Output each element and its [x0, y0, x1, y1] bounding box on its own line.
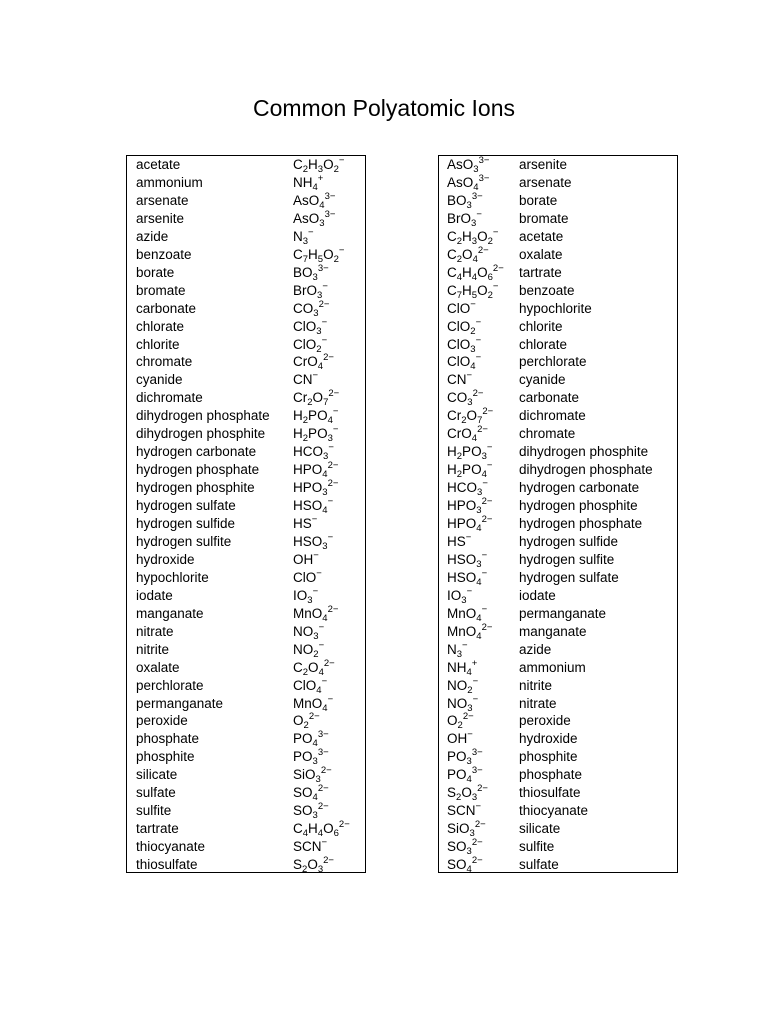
ion-formula: AsO$_4^{3-}$ — [447, 172, 490, 193]
ion-row — [439, 282, 677, 300]
ion-formula: AsO$_3^{3-}$ — [293, 208, 336, 229]
ion-name: permanganate — [136, 695, 224, 711]
ion-formula: $HPO_4^{2-}$ — [293, 460, 339, 481]
ion-formula: OH− — [447, 729, 473, 747]
ion-formula: $NO_2^-$ — [447, 675, 479, 696]
ion-name: chlorite — [519, 318, 563, 334]
ion-formula: $SO_3^{2-}$ — [447, 837, 483, 858]
ion-name: nitrate — [136, 623, 174, 639]
ion-name: tartrate — [519, 264, 562, 280]
ion-formula: $IO_3^-$ — [293, 585, 319, 606]
ion-row — [127, 228, 365, 246]
ion-row — [439, 407, 677, 425]
ion-name: azide — [136, 228, 169, 244]
ion-formula: $H_2PO_3^-$ — [293, 424, 339, 445]
ion-row — [439, 264, 677, 282]
ion-row — [439, 228, 677, 246]
ion-row — [439, 623, 677, 641]
ion-row — [127, 551, 365, 569]
ion-name: hydroxide — [136, 551, 195, 567]
ion-row — [439, 766, 677, 784]
ion-row — [127, 784, 365, 802]
ion-row — [439, 353, 677, 371]
ion-row — [439, 156, 677, 174]
ion-row — [127, 712, 365, 730]
ion-row — [127, 300, 365, 318]
ion-formula: $BO_3^{3-}$ — [293, 262, 329, 283]
ion-name: tartrate — [136, 821, 179, 837]
ion-formula: $IO_3^-$ — [447, 585, 473, 606]
ion-name: dichromate — [519, 408, 586, 424]
ion-name: chromate — [136, 354, 193, 370]
ion-row — [439, 389, 677, 407]
ion-row — [127, 748, 365, 766]
ion-formula: $N_3^-$ — [293, 226, 314, 247]
ion-name: phosphate — [136, 731, 200, 747]
ion-row — [127, 282, 365, 300]
ion-row — [127, 838, 365, 856]
ion-name: hydrogen sulfide — [136, 516, 236, 531]
ion-name: sulfate — [519, 857, 559, 873]
ion-name: oxalate — [136, 659, 180, 675]
ion-name: sulfite — [136, 803, 172, 819]
ion-name: thiosulfate — [519, 785, 581, 801]
ion-row — [127, 246, 365, 264]
ion-row — [439, 587, 677, 605]
ion-formula: $Cr_2O_7^{2-}$ — [447, 406, 494, 427]
ion-name: acetate — [136, 157, 181, 172]
ion-row — [127, 659, 365, 677]
ion-row — [127, 156, 365, 174]
ion-name: benzoate — [519, 282, 575, 298]
ion-formula: SiO$_3^{2-}$ — [293, 765, 332, 786]
ion-formula: $O_2^{2-}$ — [293, 711, 320, 732]
ion-formula: BrO$_3$− — [293, 280, 328, 301]
ion-formula: $CO_3^{2-}$ — [447, 388, 484, 409]
ion-row — [127, 425, 365, 443]
ion-row — [439, 784, 677, 802]
ion-row — [127, 389, 365, 407]
ion-name: phosphate — [519, 767, 583, 783]
ion-row — [439, 210, 677, 228]
ion-formula: $O_2^{2-}$ — [447, 711, 474, 732]
ion-row — [439, 192, 677, 210]
ion-formula: $HSO_4^-$ — [293, 496, 334, 517]
ion-row — [439, 371, 677, 389]
ion-name: hydrogen sulfate — [519, 569, 619, 585]
ion-row — [439, 174, 677, 192]
ion-name: carbonate — [136, 300, 197, 316]
ion-row — [127, 730, 365, 748]
ion-name: perchlorate — [136, 677, 204, 693]
ion-row — [127, 174, 365, 192]
ion-formula: $Cr_2O_7^{2-}$ — [293, 388, 340, 409]
ion-name: phosphite — [136, 749, 195, 765]
ion-row — [127, 264, 365, 282]
ion-formula: $SO_3^{2-}$ — [293, 801, 329, 822]
ion-formula: $H_2PO_4^-$ — [293, 406, 339, 427]
ion-name: manganate — [519, 623, 587, 639]
ion-row — [439, 515, 677, 533]
ion-row — [439, 300, 677, 318]
ion-name: arsenate — [136, 192, 189, 208]
ion-row — [127, 210, 365, 228]
ion-row — [439, 318, 677, 336]
ion-row — [127, 802, 365, 820]
ion-formula: $H_2PO_3^-$ — [447, 442, 493, 463]
ion-row — [439, 497, 677, 515]
ion-name: nitrite — [136, 641, 170, 657]
ion-name: iodate — [136, 587, 173, 603]
ion-formula: $PO_3^{3-}$ — [447, 747, 483, 768]
ion-name: nitrate — [519, 695, 557, 711]
ion-name: bromate — [519, 210, 569, 226]
ion-formula: ClO$_2$− — [293, 334, 328, 355]
ion-row — [439, 856, 677, 874]
ion-formula: ClO$_4$− — [293, 675, 328, 696]
ion-row — [127, 443, 365, 461]
ion-row — [127, 641, 365, 659]
ion-row — [439, 551, 677, 569]
ion-name: dihydrogen phosphite — [519, 444, 649, 460]
ion-formula: $PO_3^{3-}$ — [293, 747, 329, 768]
ion-row — [127, 856, 365, 874]
ion-formula: MnO$_4^{2-}$ — [447, 621, 493, 642]
ion-name: borate — [519, 192, 558, 208]
ion-name: nitrite — [519, 677, 553, 693]
ion-name: hydrogen sulfide — [519, 533, 619, 549]
ion-name: arsenite — [519, 157, 568, 172]
page-title: Common Polyatomic Ions — [252, 95, 516, 121]
ion-table-by-formula — [438, 155, 678, 876]
ion-name: chlorate — [136, 318, 185, 334]
ion-name: hydrogen sulfite — [519, 551, 615, 567]
ion-row — [127, 766, 365, 784]
ion-name: silicate — [136, 767, 178, 783]
ion-name: oxalate — [519, 246, 563, 262]
ion-formula: BrO$_3$− — [447, 208, 482, 229]
ion-formula: CN− — [293, 370, 319, 388]
ion-formula: $HPO_4^{2-}$ — [447, 514, 493, 534]
ion-formula: $HSO_3^-$ — [293, 531, 334, 552]
ion-formula: ClO− — [447, 298, 476, 316]
ion-name: sulfate — [136, 785, 176, 801]
ion-name: hydrogen carbonate — [136, 444, 257, 460]
ion-formula: CrO$_4^{2-}$ — [293, 352, 334, 373]
ion-formula: SiO$_3^{2-}$ — [447, 819, 486, 840]
ion-formula: $C_7H_5O_2^-$ — [293, 244, 345, 265]
ion-row — [439, 336, 677, 354]
ion-name: carbonate — [519, 390, 580, 406]
ion-row — [127, 533, 365, 551]
ion-formula: MnO$_4$− — [447, 603, 488, 624]
ion-name: permanganate — [519, 605, 607, 621]
ion-row — [127, 371, 365, 389]
ion-row — [127, 569, 365, 587]
ion-formula: ClO$_4$− — [447, 352, 482, 373]
ion-formula: $PO_4^{3-}$ — [293, 729, 329, 750]
ion-name: acetate — [519, 228, 564, 244]
ion-formula: SCN− — [293, 837, 328, 855]
ion-name: thiosulfate — [136, 857, 198, 873]
ion-row — [439, 730, 677, 748]
ion-name: peroxide — [136, 713, 188, 729]
ion-formula: $CO_3^{2-}$ — [293, 298, 330, 319]
ion-row — [439, 605, 677, 623]
ion-formula: $NO_3^-$ — [293, 621, 325, 642]
ion-name: ammonium — [136, 174, 203, 190]
ion-name: thiocyanate — [136, 839, 206, 855]
ion-name: bromate — [136, 282, 186, 298]
ion-row — [127, 192, 365, 210]
ion-formula: $S_2O_3^{2-}$ — [447, 783, 488, 804]
ion-formula: AsO$_3^{3-}$ — [447, 155, 490, 175]
ion-name: peroxide — [519, 713, 571, 729]
ion-formula: $C_4H_4O_6^{2-}$ — [293, 819, 350, 840]
ion-formula: $NO_2^-$ — [293, 639, 325, 660]
ion-formula: $HPO_3^{2-}$ — [447, 496, 493, 517]
ion-row — [439, 425, 677, 443]
ion-row — [439, 712, 677, 730]
ion-name: dihydrogen phosphate — [136, 408, 270, 424]
ion-name: chromate — [519, 426, 576, 442]
ion-formula: $C_4H_4O_6^{2-}$ — [447, 262, 504, 283]
ion-name: ammonium — [519, 659, 586, 675]
ion-row — [127, 605, 365, 623]
ion-name: sulfite — [519, 839, 555, 855]
ion-formula: CN− — [447, 370, 473, 388]
ion-row — [127, 515, 365, 533]
ion-row — [127, 497, 365, 515]
ion-name: chlorite — [136, 336, 180, 352]
ion-name: dihydrogen phosphate — [519, 462, 653, 478]
ion-name: iodate — [519, 587, 556, 603]
ion-formula: HS− — [293, 514, 318, 531]
ion-row — [127, 623, 365, 641]
ion-row — [439, 748, 677, 766]
ion-name: phosphite — [519, 749, 578, 765]
ion-formula: $S_2O_3^{2-}$ — [293, 855, 334, 876]
ion-name: hydrogen phosphate — [136, 462, 260, 478]
ion-formula: $C_2O_4^{2-}$ — [293, 657, 335, 678]
ion-name: hydrogen carbonate — [519, 480, 640, 496]
ion-name: arsenite — [136, 210, 185, 226]
ion-row — [127, 677, 365, 695]
ion-row — [439, 569, 677, 587]
ion-name: silicate — [519, 821, 561, 837]
ion-name: dichromate — [136, 390, 203, 406]
ion-name: azide — [519, 641, 552, 657]
ion-formula: ClO$_3$− — [293, 316, 328, 337]
ion-name: perchlorate — [519, 354, 587, 370]
ion-formula: $NO_3^-$ — [447, 693, 479, 714]
ion-formula: $N_3^-$ — [447, 639, 468, 660]
ion-name: cyanide — [519, 372, 566, 388]
ion-row — [127, 318, 365, 336]
ion-formula: ClO$_2$− — [447, 316, 482, 337]
ion-row — [439, 533, 677, 551]
ion-name: chlorate — [519, 336, 568, 352]
ion-formula: $BO_3^{3-}$ — [447, 190, 483, 211]
ion-row — [439, 677, 677, 695]
ion-name: cyanide — [136, 372, 183, 388]
ion-row — [439, 246, 677, 264]
ion-name: hypochlorite — [519, 300, 592, 316]
ion-formula: $HSO_3^-$ — [447, 549, 488, 570]
ion-row — [439, 695, 677, 713]
ion-formula: $HSO_4^-$ — [447, 567, 488, 588]
ion-formula: $HCO_3^-$ — [293, 442, 334, 463]
ion-row — [127, 407, 365, 425]
ion-formula: ClO− — [293, 567, 322, 585]
ion-formula: OH− — [293, 549, 319, 567]
ion-row — [439, 820, 677, 838]
ion-formula: $PO_4^{3-}$ — [447, 765, 483, 786]
ion-name: hydrogen phosphate — [519, 516, 643, 531]
ion-table-by-name — [126, 155, 366, 876]
ion-row — [127, 587, 365, 605]
ion-formula: $NH_4^+$ — [447, 657, 478, 678]
ion-formula: MnO$_4^{2-}$ — [293, 603, 339, 624]
ion-name: arsenate — [519, 174, 572, 190]
ion-name: hydrogen sulfate — [136, 498, 236, 514]
ion-formula: CrO$_4^{2-}$ — [447, 424, 488, 445]
ion-formula: $HCO_3^-$ — [447, 478, 488, 499]
ion-row — [127, 336, 365, 354]
ion-row — [439, 641, 677, 659]
ion-name: manganate — [136, 605, 204, 621]
ion-formula: $SO_4^{2-}$ — [447, 855, 483, 876]
ion-formula: SCN− — [447, 801, 482, 819]
ion-row — [127, 479, 365, 497]
ion-formula: HS− — [447, 531, 472, 549]
ion-row — [439, 443, 677, 461]
ion-row — [127, 353, 365, 371]
ion-name: hydrogen phosphite — [136, 480, 255, 496]
ion-formula: $C_7H_5O_2^-$ — [447, 280, 499, 301]
ion-name: hypochlorite — [136, 569, 209, 585]
ion-formula: $C_2O_4^{2-}$ — [447, 244, 489, 265]
ion-formula: ClO$_3$− — [447, 334, 482, 355]
ion-formula: $SO_4^{2-}$ — [293, 783, 329, 804]
ion-name: hydroxide — [519, 731, 578, 747]
ion-name: thiocyanate — [519, 803, 589, 819]
ion-formula: $H_2PO_4^-$ — [447, 460, 493, 481]
ion-formula: AsO$_4^{3-}$ — [293, 190, 336, 211]
ion-formula: $C_2H_3O_2^-$ — [447, 226, 499, 247]
ion-row — [127, 461, 365, 479]
ion-formula: MnO$_4$− — [293, 693, 334, 714]
ion-name: hydrogen phosphite — [519, 498, 638, 514]
ion-name: benzoate — [136, 246, 192, 262]
ion-name: borate — [136, 264, 175, 280]
ion-row — [439, 461, 677, 479]
ion-row — [439, 659, 677, 677]
ion-formula: $NH_4^+$ — [293, 172, 324, 193]
ion-row — [439, 479, 677, 497]
ion-row — [127, 820, 365, 838]
ion-formula: $HPO_3^{2-}$ — [293, 478, 339, 499]
ion-name: hydrogen sulfite — [136, 533, 232, 549]
ion-row — [439, 802, 677, 820]
ion-name: dihydrogen phosphite — [136, 426, 266, 442]
ion-row — [439, 838, 677, 856]
ion-row — [127, 695, 365, 713]
ion-formula: $C_2H_3O_2^-$ — [293, 155, 345, 175]
